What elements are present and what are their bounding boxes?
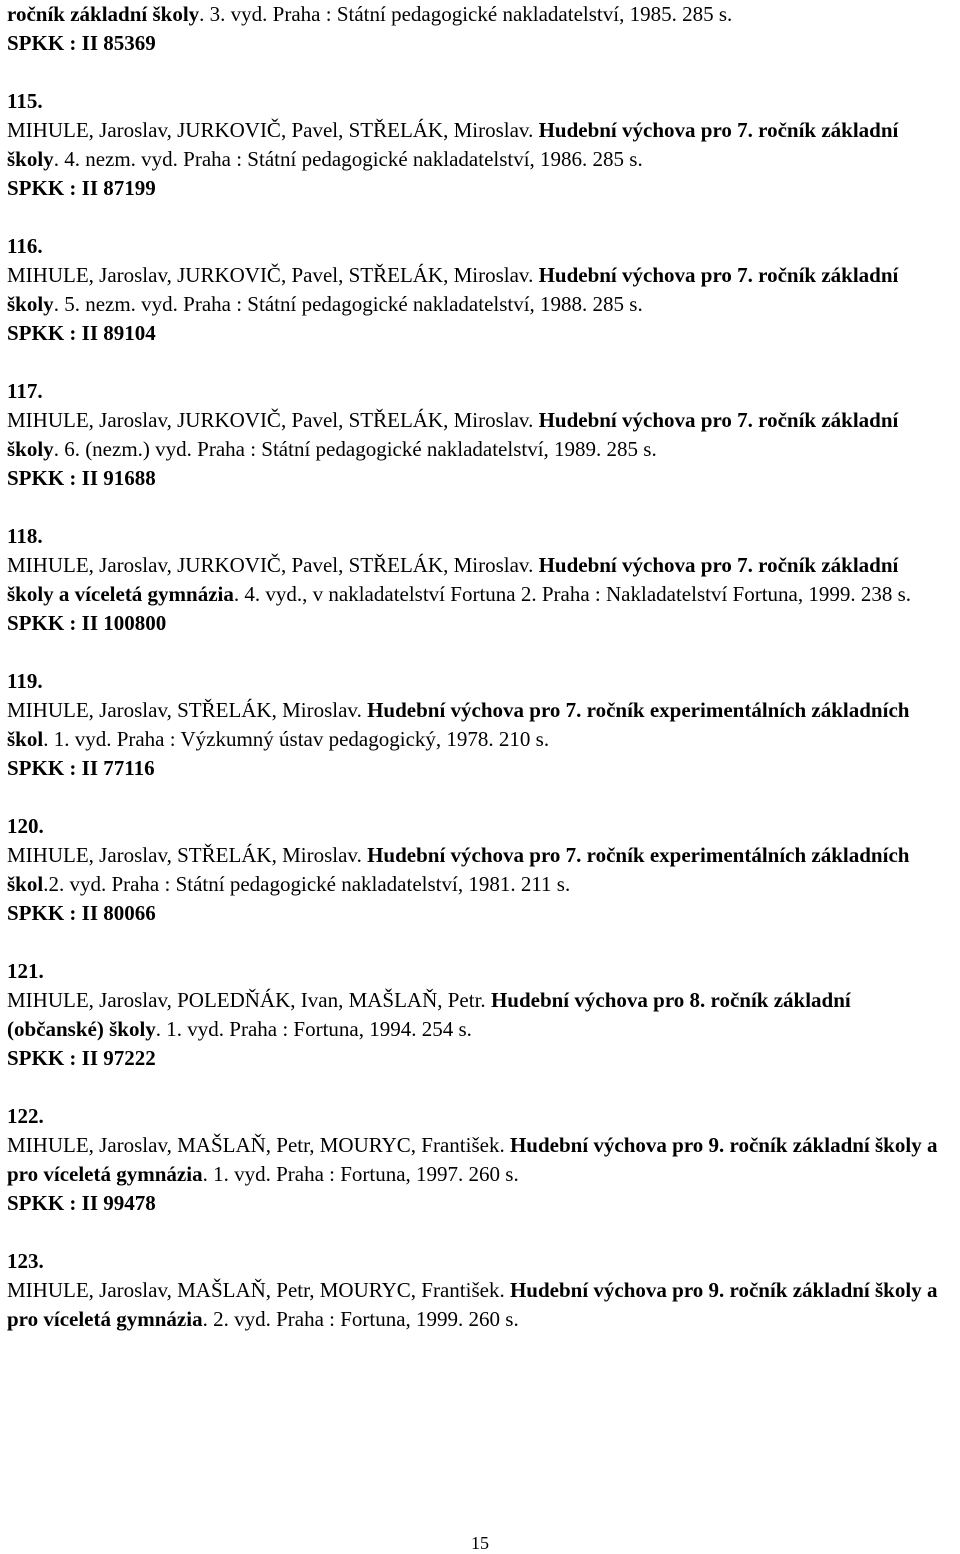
entry-citation bbox=[7, 1276, 947, 1334]
entry-title: Hudební výchova pro 7. ročník základní školy a víceletá gymnázia bbox=[7, 553, 899, 606]
entry-title: Hudební výchova pro 7. ročník základní školy bbox=[7, 408, 899, 461]
entry-number: 121. bbox=[7, 959, 44, 983]
entry-title: Hudební výchova pro 7. ročník experimentálních základních škol bbox=[7, 698, 910, 751]
bibliography-entry bbox=[7, 203, 947, 348]
entry-authors: MIHULE, Jaroslav, STŘELÁK, Miroslav. bbox=[7, 698, 368, 722]
entry-publication: . 1. vyd. Praha : Fortuna, 1994. 254 s. bbox=[155, 1017, 472, 1041]
entry-citation bbox=[7, 551, 947, 609]
entry-number: 115. bbox=[7, 89, 43, 113]
entry-authors: MIHULE, Jaroslav, JURKOVIČ, Pavel, STŘELÁK, Miroslav. bbox=[7, 408, 539, 432]
entry-number: 116. bbox=[7, 234, 43, 258]
bibliography-entry bbox=[7, 58, 947, 203]
entry-signature: SPKK : II 97222 bbox=[7, 1046, 156, 1070]
entry-number: 118. bbox=[7, 524, 43, 548]
entry-number: 123. bbox=[7, 1249, 44, 1273]
bibliography-entry bbox=[7, 1218, 947, 1334]
entry-citation bbox=[7, 696, 947, 754]
bibliography-page bbox=[7, 0, 947, 1334]
entry-citation bbox=[7, 986, 947, 1044]
entry-publication: . 4. nezm. vyd. Praha : Státní pedagogické nakladatelství, 1986. 285 s. bbox=[53, 147, 643, 171]
bibliography-entry bbox=[7, 638, 947, 783]
continued-entry bbox=[7, 0, 947, 58]
bibliography-entry bbox=[7, 493, 947, 638]
entry-title: Hudební výchova pro 8. ročník základní (občanské) školy bbox=[7, 988, 851, 1041]
entry-number: 122. bbox=[7, 1104, 44, 1128]
entry-publication: . 5. nezm. vyd. Praha : Státní pedagogické nakladatelství, 1988. 285 s. bbox=[53, 292, 643, 316]
entry-publication: . 1. vyd. Praha : Fortuna, 1997. 260 s. bbox=[202, 1162, 519, 1186]
entry-authors: MIHULE, Jaroslav, MAŠLAŇ, Petr, MOURYC, František. bbox=[7, 1278, 510, 1302]
entry-citation bbox=[7, 116, 947, 174]
entry-number: 119. bbox=[7, 669, 43, 693]
entry-title: Hudební výchova pro 9. ročník základní školy a pro víceletá gymnázia bbox=[7, 1278, 938, 1331]
entry-signature: SPKK : II 77116 bbox=[7, 756, 155, 780]
entry-title: Hudební výchova pro 9. ročník základní školy a pro víceletá gymnázia bbox=[7, 1133, 938, 1186]
entry-title: Hudební výchova pro 7. ročník experimentálních základních škol bbox=[7, 843, 910, 896]
entry-title: ročník základní školy bbox=[7, 2, 200, 26]
entry-citation bbox=[7, 261, 947, 319]
entry-publication: . 6. (nezm.) vyd. Praha : Státní pedagogické nakladatelství, 1989. 285 s. bbox=[53, 437, 657, 461]
entry-signature: SPKK : II 100800 bbox=[7, 611, 167, 635]
entry-authors: MIHULE, Jaroslav, JURKOVIČ, Pavel, STŘELÁK, Miroslav. bbox=[7, 553, 539, 577]
entry-publication: . 4. vyd., v nakladatelství Fortuna 2. Praha : Nakladatelství Fortuna, 1999. 238 s. bbox=[233, 582, 912, 606]
entry-signature: SPKK : II 80066 bbox=[7, 901, 156, 925]
bibliography-entry bbox=[7, 928, 947, 1073]
entry-signature: SPKK : II 85369 bbox=[7, 31, 156, 55]
entry-citation bbox=[7, 1131, 947, 1189]
entry-signature: SPKK : II 89104 bbox=[7, 321, 156, 345]
entry-authors: MIHULE, Jaroslav, JURKOVIČ, Pavel, STŘELÁK, Miroslav. bbox=[7, 118, 539, 142]
page-number: 15 bbox=[471, 1533, 489, 1553]
entry-number: 120. bbox=[7, 814, 44, 838]
entry-publication: .2. vyd. Praha : Státní pedagogické nakladatelství, 1981. 211 s. bbox=[43, 872, 571, 896]
entry-authors: MIHULE, Jaroslav, JURKOVIČ, Pavel, STŘELÁK, Miroslav. bbox=[7, 263, 539, 287]
entry-authors: MIHULE, Jaroslav, POLEDŇÁK, Ivan, MAŠLAŇ, Petr. bbox=[7, 988, 491, 1012]
bibliography-entry bbox=[7, 348, 947, 493]
entry-publication: . 1. vyd. Praha : Výzkumný ústav pedagogický, 1978. 210 s. bbox=[43, 727, 550, 751]
entry-citation bbox=[7, 406, 947, 464]
entry-authors: MIHULE, Jaroslav, MAŠLAŇ, Petr, MOURYC, František. bbox=[7, 1133, 510, 1157]
bibliography-entry bbox=[7, 783, 947, 928]
entry-publication: . 2. vyd. Praha : Fortuna, 1999. 260 s. bbox=[202, 1307, 519, 1331]
entry-authors: MIHULE, Jaroslav, STŘELÁK, Miroslav. bbox=[7, 843, 368, 867]
entry-citation bbox=[7, 841, 947, 899]
entry-title: Hudební výchova pro 7. ročník základní školy bbox=[7, 118, 899, 171]
entry-signature: SPKK : II 99478 bbox=[7, 1191, 156, 1215]
entry-signature: SPKK : II 91688 bbox=[7, 466, 156, 490]
bibliography-entry bbox=[7, 1073, 947, 1218]
entry-title: Hudební výchova pro 7. ročník základní školy bbox=[7, 263, 899, 316]
entry-citation bbox=[7, 0, 947, 29]
entry-publication: . 3. vyd. Praha : Státní pedagogické nakladatelství, 1985. 285 s. bbox=[199, 2, 733, 26]
entry-number: 117. bbox=[7, 379, 43, 403]
entry-signature: SPKK : II 87199 bbox=[7, 176, 156, 200]
